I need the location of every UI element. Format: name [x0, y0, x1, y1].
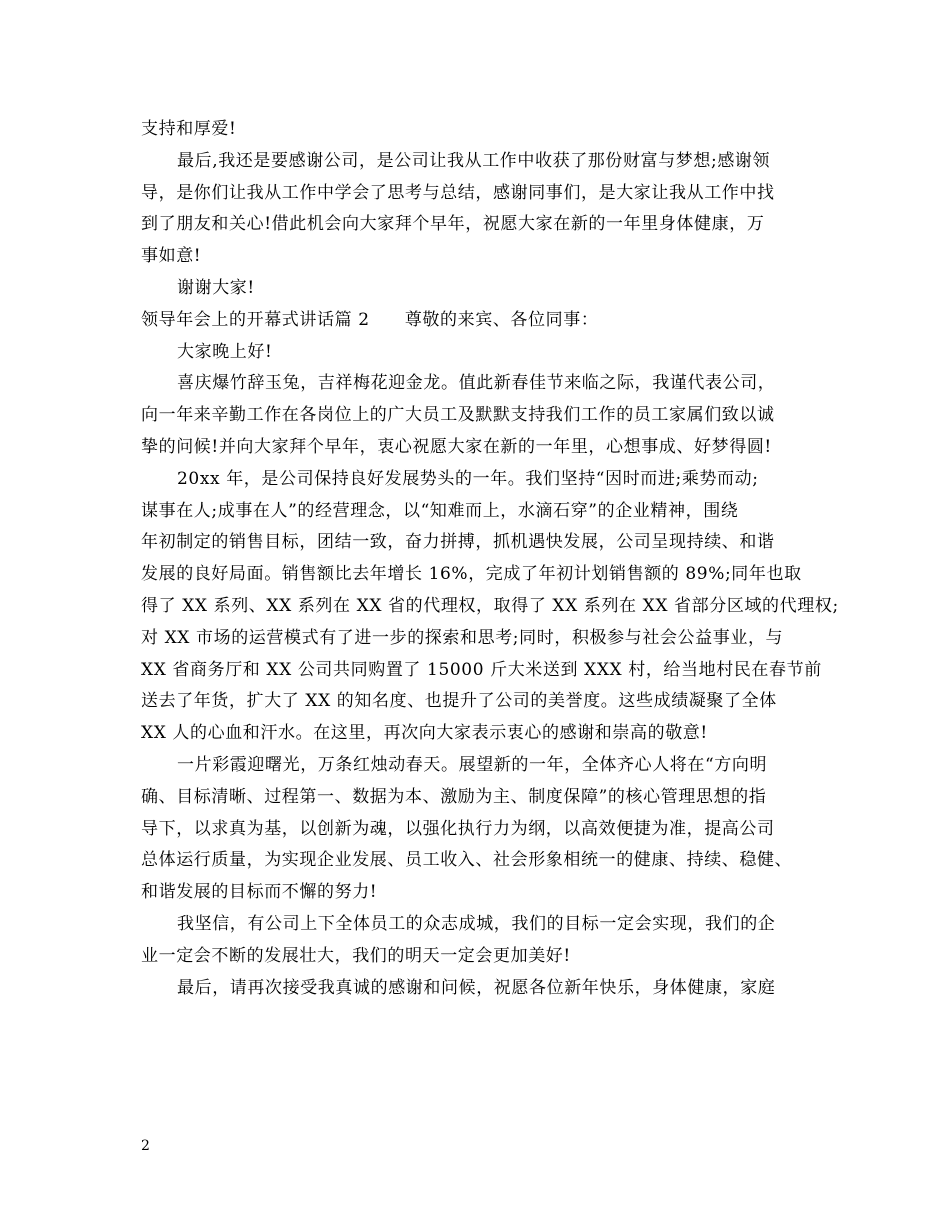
text-line: 得了 XX 系列、XX 系列在 XX 省的代理权，取得了 XX 系列在 XX 省部分区域的代理权;	[141, 595, 839, 616]
text-line: 支持和厚爱!	[141, 119, 237, 139]
text-line: 一片彩霞迎曙光，万条红烛动春天。展望新的一年，全体齐心人将在“方向明	[177, 754, 768, 775]
page-number: 2	[141, 1138, 150, 1154]
text-line: XX 人的心血和汗水。在这里，再次向大家表示衷心的感谢和崇高的敬意!	[141, 723, 708, 744]
text-line: 对 XX 市场的运营模式有了进一步的探索和思考;同时，积极参与社会公益事业，与	[141, 627, 784, 648]
text-line: XX 省商务厅和 XX 公司共同购置了 15000 斤大米送到 XXX 村，给当地村民在春节前	[141, 659, 822, 680]
text-line: 导下，以求真为基，以创新为魂，以强化执行力为纲，以高效便捷为准，提高公司	[141, 818, 775, 839]
text-line: 挚的问候!并向大家拜个早年，衷心祝愿大家在新的一年里，心想事成、好梦得圆!	[141, 436, 772, 457]
text-line: 和谐发展的目标而不懈的努力!	[141, 882, 378, 903]
text-line: 最后，请再次接受我真诚的感谢和问候，祝愿各位新年快乐，身体健康，家庭	[177, 977, 776, 998]
text-line: 到了朋友和关心!借此机会向大家拜个早年，祝愿大家在新的一年里身体健康，万	[141, 214, 765, 235]
text-line: 喜庆爆竹辞玉兔，吉祥梅花迎金龙。值此新春佳节来临之际，我谨代表公司，	[177, 373, 776, 394]
text-line: 领导年会上的开幕式讲话篇 2 尊敬的来宾、各位同事：	[141, 309, 599, 330]
text-line: 送去了年货，扩大了 XX 的知名度、也提升了公司的美誉度。这些成绩凝聚了全体	[141, 691, 777, 712]
text-line: 大家晚上好!	[177, 341, 273, 362]
text-line: 最后,我还是要感谢公司，是公司让我从工作中收获了那份财富与梦想;感谢领	[177, 150, 771, 171]
text-line: 业一定会不断的发展壮大，我们的明天一定会更加美好!	[141, 945, 571, 966]
text-line: 确、目标清晰、过程第一、数据为本、激励为主、制度保障”的核心管理思想的指	[141, 786, 767, 807]
text-line: 总体运行质量，为实现企业发展、员工收入、社会形象相统一的健康、持续、稳健、	[141, 850, 793, 871]
text-line: 谋事在人;成事在人”的经营理念，以“知难而上，水滴石穿”的企业精神，围绕	[141, 500, 739, 521]
text-line: 我坚信，有公司上下全体员工的众志成城，我们的目标一定会实现，我们的企	[177, 913, 776, 934]
document-body	[141, 114, 839, 1004]
text-line: 发展的良好局面。销售额比去年增长 16%，完成了年初计划销售额的 89%;同年也取	[141, 564, 802, 585]
text-line: 导，是你们让我从工作中学会了思考与总结，感谢同事们，是大家让我从工作中找	[141, 182, 775, 203]
text-line: 向一年来辛勤工作在各岗位上的广大员工及默默支持我们工作的员工家属们致以诚	[141, 405, 775, 426]
text-line: 年初制定的销售目标，团结一致，奋力拼搏，抓机遇快发展，公司呈现持续、和谐	[141, 532, 775, 553]
text-line: 事如意!	[141, 246, 202, 267]
text-line: 20xx 年，是公司保持良好发展势头的一年。我们坚持“因时而进;乘势而动;	[177, 468, 759, 489]
text-line: 谢谢大家!	[177, 277, 255, 298]
